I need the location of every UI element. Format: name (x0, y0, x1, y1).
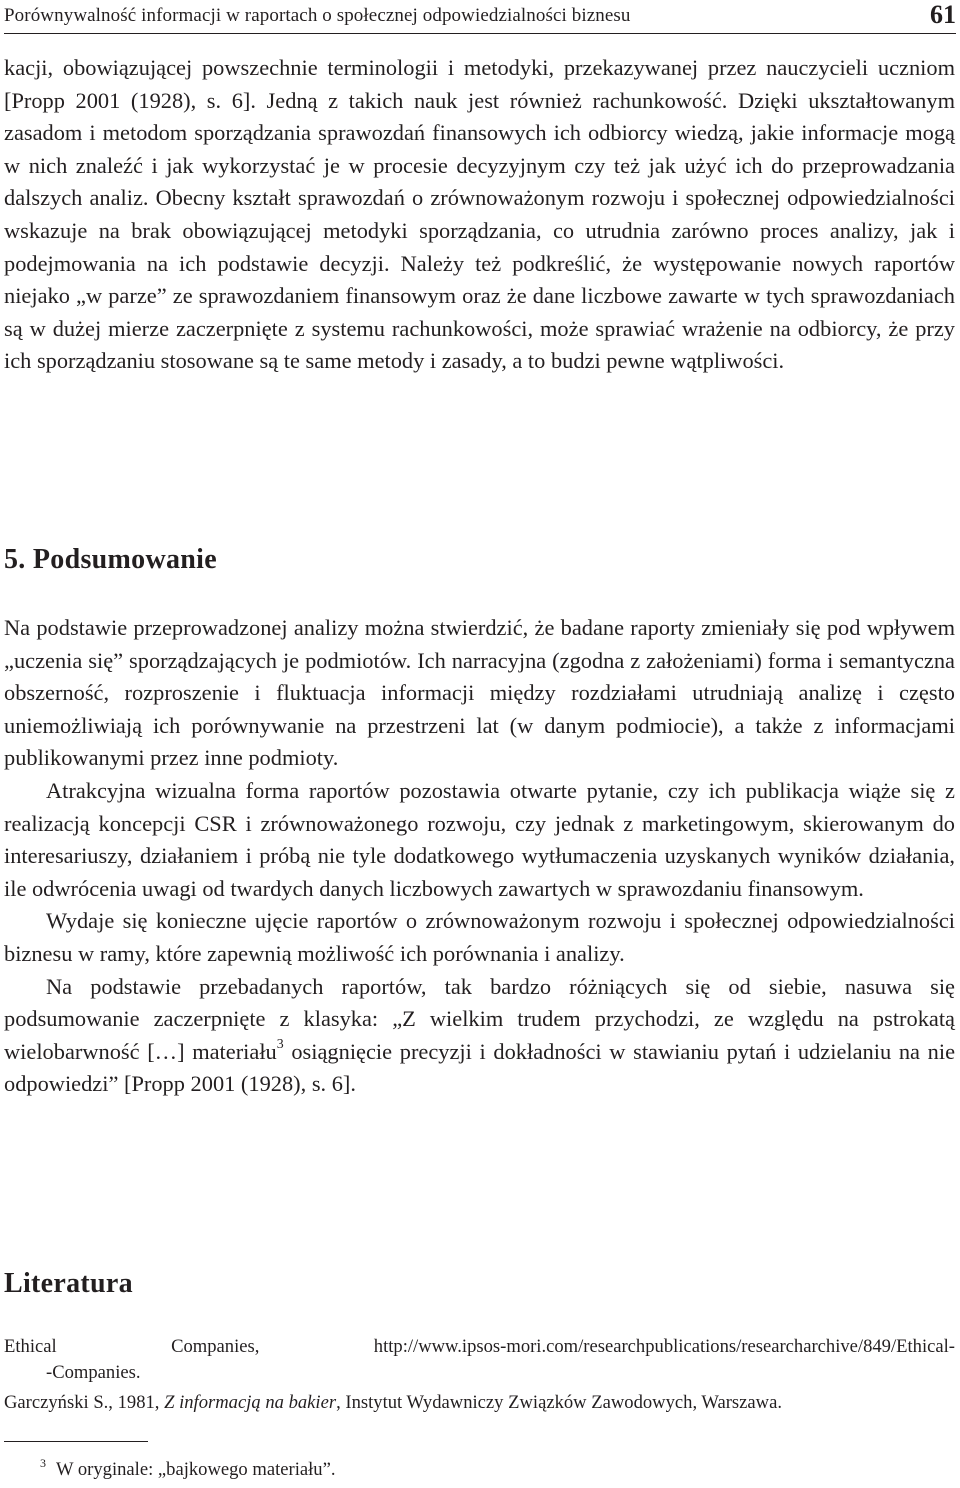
continued-paragraph (4, 52, 955, 378)
bibliography-title: Z informacją na bakier (164, 1392, 337, 1413)
footnote (40, 1458, 336, 1483)
bibliography-list (4, 1334, 955, 1420)
summary-section-text (4, 612, 955, 1101)
running-header (4, 0, 956, 34)
bibliography-publisher: , Instytut Wydawniczy Związków Zawodowych, Warszawa. (336, 1392, 782, 1413)
footnote-separator (4, 1441, 148, 1442)
section-heading-literature: Literatura (4, 1268, 133, 1299)
bibliography-entry (4, 1390, 955, 1416)
running-header-title: Porównywalność informacji w raportach o społecznej odpowiedzialności biznesu (4, 5, 631, 26)
page-number: 61 (930, 0, 956, 29)
summary-paragraph-2: Atrakcyjna wizualna forma raportów pozostawia otwarte pytanie, czy ich publikacja wiąże się z realizacją koncepcji CSR i zrównoważonego rozwoju, czy jednak z marketingowym, skierowanym do interesariuszy, działaniem i próbą nie tyle dodatkowego wytłumaczenia uzyskanych wyników działania, ile odwrócenia uwagi od twardych danych liczbowych zawartych w sprawozdaniu finansowym. (4, 777, 955, 901)
bibliography-author: Garczyński S., 1981, (4, 1392, 165, 1413)
summary-paragraph-4-text-a: Na podstawie przebadanych raportów, tak bardzo różniących się od siebie, nasuwa się podsumowanie zaczerpnięte z klasyka: „Z wielkim trudem przychodzi, ze względu na pstrokatą wielobarwność […] materiału (4, 973, 955, 1064)
bibliography-entry (4, 1334, 955, 1386)
section-heading-summary: 5. Podsumowanie (4, 544, 217, 575)
summary-paragraph-4-text-b: osiągnięcie precyzji i dokładności w stawianiu pytań i udzielaniu na nie odpowiedzi” [Propp 2001 (1928), s. 6]. (4, 1038, 956, 1097)
bibliography-entry-line: Ethical Companies, http://www.ipsos-mori.com/researchpublications/researcharchive/849/Ethical- (4, 1336, 955, 1357)
bibliography-entry-line: -Companies. (46, 1362, 141, 1383)
footnote-text: W oryginale: „bajkowego materiału”. (56, 1459, 336, 1480)
footnote-reference: 3 (276, 1037, 284, 1053)
summary-paragraph-1: Na podstawie przeprowadzonej analizy można stwierdzić, że badane raporty zmieniały się pod wpływem „uczenia się” sporządzających je podmiotów. Ich narracyjna (zgodna z założeniami) forma i semantyczna obszerność, rozproszenie i fluktuacja informacji między rozdziałami utrudniają analizę i często uniemożliwiają ich porównywanie na przestrzeni lat (w danym podmiocie), a także z informacjami publikowanymi przez inne podmioty. (4, 615, 955, 771)
footnote-mark: 3 (40, 1456, 46, 1470)
summary-paragraph-4 (4, 971, 955, 1101)
summary-paragraph-3: Wydaje się konieczne ujęcie raportów o zrównoważonym rozwoju i społecznej odpowiedzialności biznesu w ramy, które zapewnią możliwość ich porównania i analizy. (4, 908, 955, 966)
body-paragraph: kacji, obowiązującej powszechnie terminologii i metodyki, przekazywanej przez nauczycieli uczniom [Propp 2001 (1928), s. 6]. Jedną z takich nauk jest również rachunkowość. Dzięki ukształtowanym zasadom i metodom sporządzania sprawozdań finansowych ich odbiorcy wiedzą, jakie informacje mogą w nich znaleźć i jak wykorzystać je w procesie decyzyjnym czy też jak użyć ich do przeprowadzania dalszych analiz. Obecny kształt sprawozdań o zrównoważonym rozwoju i społecznej odpowiedzialności wskazuje na brak obowiązującej metodyki sporządzania, co utrudnia zarówno proces analizy, jak i podejmowania na ich podstawie decyzji. Należy też podkreślić, że występowanie nowych raportów niejako „w parze” ze sprawozdaniem finansowym oraz że dane liczbowe zawarte w tych sprawozdaniach są w dużej mierze zaczerpnięte z systemu rachunkowości, może sprawiać wrażenie na odbiorcy, że przy ich sporządzaniu stosowane są te same metody i zasady, a to budzi pewne wątpliwości. (4, 55, 955, 374)
